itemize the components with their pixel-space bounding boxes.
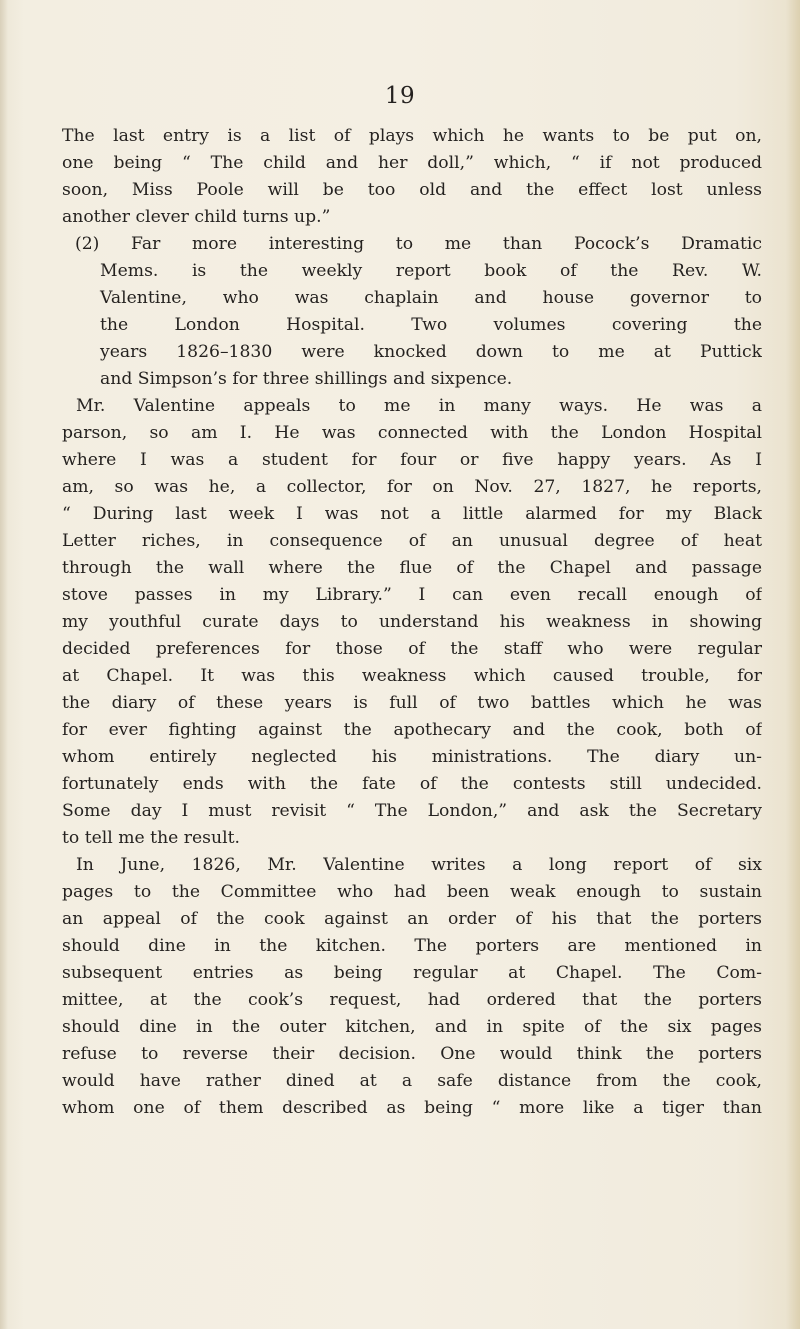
text-line: where I was a student for four or five happy years. As I [62, 450, 762, 470]
text-line: stove passes in my Library.” I can even recall enough of [62, 585, 762, 605]
text-line: refuse to reverse their decision. One would think the porters [62, 1044, 762, 1064]
text-line: fortunately ends with the fate of the contests still undecided. [62, 774, 762, 794]
text-line: through the wall where the flue of the Chapel and passage [62, 558, 762, 578]
body-text [62, 123, 762, 1122]
text-line: years 1826–1830 were knocked down to me at Puttick [100, 342, 762, 362]
text-line: the London Hospital. Two volumes covering the [100, 315, 762, 335]
text-line [62, 231, 762, 258]
page-left-shadow [0, 0, 8, 1329]
text-line: mittee, at the cook’s request, had ordered that the porters [62, 990, 762, 1010]
text-line: In June, 1826, Mr. Valentine writes a long report of six [76, 855, 762, 875]
text-line: Some day I must revisit “ The London,” and ask the Secretary [62, 801, 762, 821]
page-number: 19 [384, 83, 416, 109]
text-line: “ During last week I was not a little alarmed for my Black [62, 504, 762, 524]
text-line: Valentine, who was chaplain and house governor to [100, 288, 762, 308]
text-line: whom entirely neglected his ministrations. The diary un- [62, 747, 762, 767]
text-line: subsequent entries as being regular at Chapel. The Com- [62, 963, 762, 983]
text-line: another clever child turns up.” [62, 207, 331, 227]
text-line: The last entry is a list of plays which he wants to be put on, [62, 126, 762, 146]
text-line: to tell me the result. [62, 828, 240, 848]
text-line: whom one of them described as being “ more like a tiger than [62, 1098, 762, 1118]
text-line: at Chapel. It was this weakness which caused trouble, for [62, 666, 762, 686]
text-line: one being “ The child and her doll,” which, “ if not produced [62, 153, 762, 173]
text-line: Letter riches, in consequence of an unusual degree of heat [62, 531, 762, 551]
text-line: and Simpson’s for three shillings and sixpence. [100, 369, 513, 389]
text-line: an appeal of the cook against an order of his that the porters [62, 909, 762, 929]
text-line: am, so was he, a collector, for on Nov. 27, 1827, he reports, [62, 477, 762, 497]
text-line: decided preferences for those of the staff who were regular [62, 639, 762, 659]
text-line: my youthful curate days to understand his weakness in showing [62, 612, 762, 632]
text-line: would have rather dined at a safe distance from the cook, [62, 1071, 762, 1091]
text-line: parson, so am I. He was connected with the London Hospital [62, 423, 762, 443]
text-line: should dine in the outer kitchen, and in spite of the six pages [62, 1017, 762, 1037]
text-line: Mr. Valentine appeals to me in many ways. He was a [76, 396, 762, 416]
text-line: should dine in the kitchen. The porters are mentioned in [62, 936, 762, 956]
text-line: soon, Miss Poole will be too old and the effect lost unless [62, 180, 762, 200]
page-right-shadow [786, 0, 800, 1329]
text-line: the diary of these years is full of two battles which he was [62, 693, 762, 713]
text-line: pages to the Committee who had been weak enough to sustain [62, 882, 762, 902]
paragraph-marker-2: (2) Far more interesting to me than Pocock’s Dramatic [75, 234, 762, 254]
text-line: Mems. is the weekly report book of the Rev. W. [100, 261, 762, 281]
text-line: for ever fighting against the apothecary and the cook, both of [62, 720, 762, 740]
